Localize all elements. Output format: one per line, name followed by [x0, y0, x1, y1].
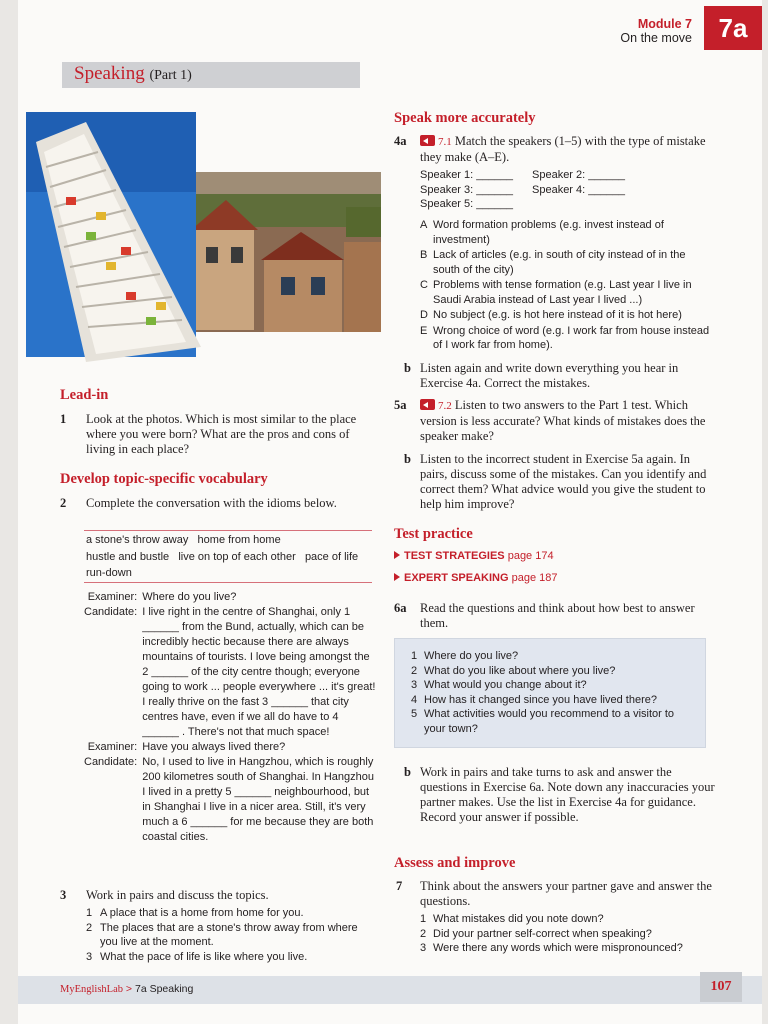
question-text: Where do you live?	[424, 650, 519, 662]
mistake-text: Lack of articles (e.g. in south of city instead of in the south of the city)	[433, 249, 686, 276]
q3-item-text: What the pace of life is like where you live.	[100, 950, 308, 963]
q1-text: Look at the photos. Which is most similar to the place where you were born? What are the pros and cons of living in each place?	[86, 412, 357, 456]
q7-item-text: What mistakes did you note down?	[433, 913, 604, 925]
expert-speaking-link[interactable]	[394, 572, 557, 584]
module-subtitle: On the move	[620, 31, 692, 45]
tower-building-photo	[26, 112, 201, 362]
mistake-text: No subject (e.g. is hot here instead of it is hot here)	[433, 309, 682, 321]
question-item	[411, 664, 691, 679]
q7-item-text: Were there any words which were mispronounced?	[433, 942, 683, 954]
footer-crumb: 7a Speaking	[134, 983, 194, 995]
q5a-instruction: Listen to two answers to the Part 1 test. Which version is less accurate? What kinds of mistakes does the speaker make?	[420, 398, 706, 443]
q3-number: 3	[60, 888, 67, 902]
mistake-letter: C	[420, 279, 428, 291]
idiom: pace of life	[304, 550, 359, 563]
mistake-item	[420, 308, 710, 323]
speaker-blank: Speaker 4: ______	[532, 183, 625, 196]
q5b-text: Listen to the incorrect student in Exercise 5a again. In pairs, discuss some of the mistakes. Can you identify and correct them? What advice would you give the student to help him improve?	[420, 452, 707, 511]
q7-text: Think about the answers your partner gave and answer the questions.	[420, 879, 712, 908]
q4b-number: b	[404, 361, 411, 375]
q4a-text	[420, 134, 720, 165]
dialogue	[84, 590, 376, 845]
vocab-heading: Develop topic-specific vocabulary	[60, 471, 268, 487]
q3-list	[86, 906, 376, 964]
q3-item	[86, 906, 376, 921]
q4b-text: Listen again and write down everything you hear in Exercise 4a. Correct the mistakes.	[420, 361, 679, 390]
q6b-text: Work in pairs and take turns to ask and answer the questions in Exercise 6a. Note down any inaccuracies your partner makes. Use the list in Exercise 4a for guidance. Record your answer if possible.	[420, 765, 715, 824]
q3-item-text: The places that are a stone's throw away from where you live at the moment.	[100, 921, 358, 948]
dialogue-line	[84, 590, 376, 605]
idiom-box-top-rule	[84, 530, 372, 531]
q3-item-text: A place that is a home from home for you.	[100, 907, 304, 919]
mistake-letter: A	[420, 219, 428, 231]
link-label: TEST STRATEGIES	[404, 550, 505, 562]
question-text: What would you change about it?	[424, 679, 587, 691]
dialogue-line	[84, 740, 376, 755]
question-item	[411, 678, 691, 693]
breadcrumb-arrow-icon: >	[125, 983, 133, 995]
question-text: How has it changed since you have lived there?	[424, 693, 657, 706]
mistake-text: Wrong choice of word (e.g. I work far from house instead of I work far from home).	[433, 324, 710, 351]
module-number: Module 7	[637, 17, 692, 31]
question-list	[411, 649, 691, 736]
idiom: a stone's throw away	[86, 534, 189, 546]
speaker-row	[420, 183, 650, 198]
question-item	[411, 649, 691, 664]
q4a-number: 4a	[394, 134, 407, 148]
q3-item-number: 1	[86, 907, 93, 919]
question-number: 4	[411, 693, 418, 706]
q7-item-number: 3	[420, 942, 427, 954]
dialogue-text: Have you always lived there?	[142, 741, 286, 753]
speaker-blank: Speaker 3: ______	[420, 183, 513, 196]
village-photo	[176, 172, 381, 332]
q7-number: 7	[396, 879, 403, 893]
q7-item	[420, 912, 720, 927]
textbook-page	[18, 0, 762, 1024]
q3-item	[86, 921, 376, 950]
mistake-item	[420, 248, 710, 277]
question-item	[411, 693, 691, 708]
idiom-row	[86, 550, 374, 565]
q1-number: 1	[60, 412, 67, 426]
mistake-item	[420, 324, 710, 353]
idiom: home from home	[197, 534, 281, 546]
question-number: 3	[411, 679, 418, 691]
question-text: What activities would you recommend to a visitor to your town?	[424, 708, 675, 735]
mistake-letter: D	[420, 309, 428, 321]
speaker-blank: Speaker 2: ______	[532, 169, 625, 181]
question-text: What do you like about where you live?	[424, 664, 616, 677]
section-title	[74, 63, 192, 85]
accuracy-heading: Speak more accurately	[394, 110, 536, 126]
q7-item-number: 2	[420, 927, 427, 940]
q5b-number: b	[404, 452, 411, 466]
speaker-label: Examiner:	[87, 741, 138, 753]
speaker-row	[420, 168, 650, 183]
practice-heading: Test practice	[394, 526, 473, 542]
link-label: EXPERT SPEAKING	[404, 572, 509, 584]
mistake-type-list	[420, 218, 710, 353]
arrow-icon	[394, 551, 400, 559]
assess-heading: Assess and improve	[394, 855, 516, 871]
mistake-item	[420, 218, 710, 247]
q3-text: Work in pairs and discuss the topics.	[86, 888, 269, 902]
dialogue-line	[84, 755, 376, 845]
section-title-text: Speaking	[74, 63, 145, 84]
q6b-number: b	[404, 765, 411, 779]
question-number: 2	[411, 664, 418, 677]
idiom-row	[86, 566, 374, 581]
arrow-icon	[394, 573, 400, 581]
mistake-item	[420, 278, 710, 307]
q6a-number: 6a	[394, 601, 407, 615]
q7-item	[420, 941, 720, 956]
speaker-blank: Speaker 5: ______	[420, 198, 513, 210]
speaker-answer-grid	[420, 168, 650, 212]
q6a-text: Read the questions and think about how best to answer them.	[420, 601, 695, 630]
link-page: page 187	[511, 572, 558, 584]
page-number: 107	[700, 972, 742, 1002]
q5a-text	[420, 398, 720, 444]
mistake-letter: B	[420, 249, 428, 261]
question-item	[411, 707, 691, 736]
idiom-row	[86, 533, 374, 548]
audio-icon[interactable]	[420, 399, 435, 410]
footer-breadcrumb[interactable]	[60, 983, 193, 995]
mistake-letter: E	[420, 324, 428, 337]
audio-track: 7.2	[438, 400, 452, 412]
idiom-word-box	[86, 533, 374, 581]
leadin-heading: Lead-in	[60, 387, 109, 403]
speaker-label: Examiner:	[87, 591, 138, 603]
section-title-part: (Part 1)	[149, 68, 192, 83]
q4a-instruction: Match the speakers (1–5) with the type of mistake they make (A–E).	[420, 134, 706, 164]
mistake-text: Word formation problems (e.g. invest instead of investment)	[433, 219, 664, 246]
idiom-box-bottom-rule	[84, 582, 372, 583]
dialogue-text: I live right in the centre of Shanghai, only 1 ______ from the Bund, actually, which can be incredibly hectic because there are always mountains of tourists. I love being amongst the 2 ______ of the city centre though; everyone going to work ... people everywhere ... it's great! I really thrive on the fast 3 ______ that city centres have, even if we all do have to 4 ______ . There's not that much space!	[142, 606, 376, 738]
dialogue-line	[84, 605, 376, 740]
q3-item-number: 3	[86, 950, 93, 963]
link-page: page 174	[507, 550, 554, 562]
dialogue-text: No, I used to live in Hangzhou, which is roughly 200 kilometres south of Shanghai. In Hangzhou I lived in a pretty 5 ______ neighbourhood, but in Shanghai I live in a nicer area. Still, it's very much a 6 ______ for me because they are both coastal cities.	[142, 756, 374, 843]
q2-text: Complete the conversation with the idioms below.	[86, 496, 337, 510]
q3-item-number: 2	[86, 921, 93, 934]
audio-track: 7.1	[438, 136, 452, 148]
q7-item-number: 1	[420, 913, 427, 925]
module-label	[620, 17, 692, 45]
q7-item	[420, 927, 720, 942]
audio-icon[interactable]	[420, 135, 435, 146]
questions-panel	[394, 638, 706, 748]
question-number: 5	[411, 708, 418, 720]
speaker-label: Candidate:	[84, 756, 138, 768]
speaker-label: Candidate:	[84, 606, 138, 618]
idiom: live on top of each other	[178, 550, 296, 563]
q7-item-text: Did your partner self-correct when speaking?	[433, 927, 652, 940]
idiom: hustle and bustle	[86, 550, 170, 563]
q7-list	[420, 912, 720, 956]
section-title-bar	[62, 62, 360, 88]
footer-bar	[18, 976, 762, 1004]
q3-item	[86, 950, 376, 965]
footer-brand: MyEnglishLab	[60, 984, 123, 995]
speaker-blank: Speaker 1: ______	[420, 169, 513, 181]
photo-collage	[26, 112, 381, 374]
test-strategies-link[interactable]	[394, 550, 554, 562]
q5a-number: 5a	[394, 398, 407, 412]
mistake-text: Problems with tense formation (e.g. Last year I live in Saudi Arabia instead of Last year I lived ...)	[433, 279, 692, 306]
q2-number: 2	[60, 496, 67, 510]
dialogue-text: Where do you live?	[142, 591, 237, 603]
idiom: run-down	[86, 567, 132, 579]
unit-tab: 7a	[704, 6, 762, 50]
question-number: 1	[411, 650, 418, 662]
